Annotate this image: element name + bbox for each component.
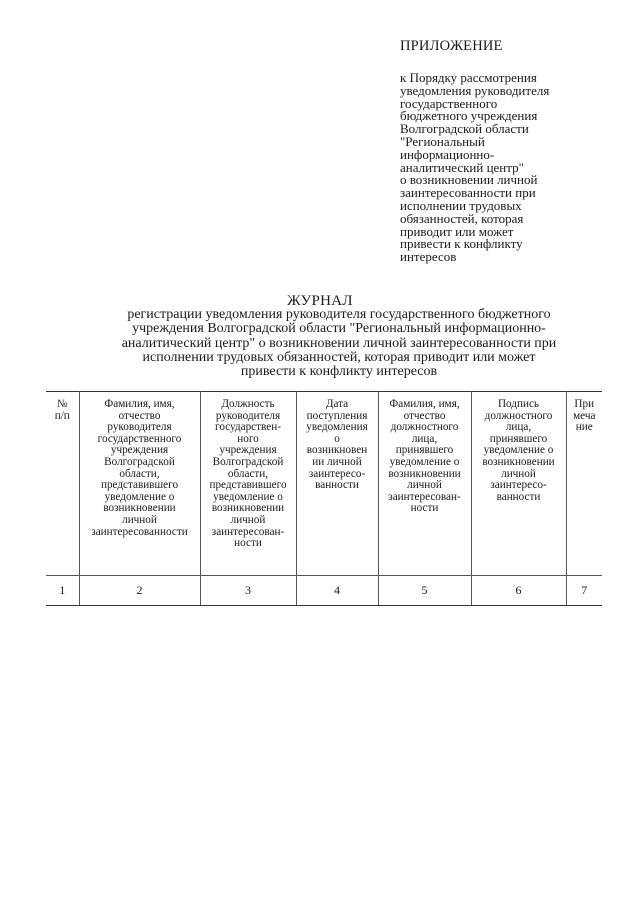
subtitle-line: исполнении трудовых обязанностей, которая приводит или может [142,349,536,365]
header-cell-line: поступления [306,409,368,422]
header-cell-line: Волгоградской [212,455,284,468]
appendix-line: исполнении трудовых [400,197,522,213]
header-cell-line: ности [234,537,262,550]
table-number-row [46,576,602,606]
appendix-line: интересов [400,249,457,265]
journal-subtitle [92,308,586,379]
column-number-cell: 7 [566,576,602,606]
header-cell-line: лица, [505,421,532,434]
header-cell-line: При [574,398,595,410]
subtitle-line: аналитический центр" о возникновении личной заинтересованности при [121,335,557,351]
header-cell-line: отчество [403,409,446,422]
column-number-cell: 5 [378,576,471,606]
header-cell-head-position [200,392,296,576]
header-cell-line: области, [119,467,160,480]
appendix-reference [400,72,600,264]
appendix-line: к Порядку рассмотрения [400,70,537,85]
header-cell-line: Подпись [497,398,540,410]
column-number-cell: 1 [46,576,79,606]
header-cell-line: личной [501,467,536,480]
appendix-line: приводит или может [400,223,514,239]
table-header-row [46,392,602,576]
header-cell-line: п/п [54,409,70,422]
header-cell-line: Фамилия, имя, [104,398,175,410]
appendix-line: государственного [400,95,498,111]
appendix-line: Волгоградской области [400,121,529,137]
header-cell-line: заинтересо- [308,467,366,480]
header-cell-line: лица, [411,432,438,445]
column-number-cell: 6 [471,576,566,606]
header-cell-line: государственного [97,432,182,445]
header-cell-line: заинтересованности [91,525,188,538]
header-cell-line: ванности [496,490,541,503]
column-number-cell: 3 [200,576,296,606]
subtitle-line: учреждения Волгоградской области "Региональный информационно- [132,321,546,337]
header-cell-line: руководителя [107,421,172,434]
header-cell-official-name [378,392,471,576]
subtitle-line: привести к конфликту интересов [240,364,438,380]
header-cell-line: уведомления [306,421,368,434]
header-cell-line: заинтересован- [211,525,285,538]
header-cell-official-signature [471,392,566,576]
header-cell-line: уведомление о [213,490,283,503]
header-cell-line: о [334,432,340,445]
header-cell-line: ванности [315,479,359,492]
header-cell-line: Волгоградской [104,455,175,468]
header-cell-line: личной [122,513,157,526]
header-cell-note [566,392,602,576]
header-cell-line: должностного [484,409,553,422]
header-cell-number [46,392,79,576]
header-cell-line: возникновении [388,467,461,480]
header-cell-line: Фамилия, имя, [389,398,460,410]
header-cell-line: уведомление о [483,444,554,457]
header-cell-line: личной [230,513,266,526]
header-cell-line: государствен- [215,421,281,434]
header-cell-line: заинтересо- [490,479,547,492]
header-cell-line: представившего [209,479,287,492]
appendix-line: уведомления руководителя [400,82,550,98]
column-number-cell: 4 [296,576,378,606]
appendix-line: привести к конфликту [400,236,523,252]
appendix-line: обязанностей, которая [400,210,524,226]
header-cell-line: представившего [100,479,179,492]
header-cell-line: возникновении [482,455,555,468]
header-cell-line: возникновении [103,502,176,515]
appendix-line: заинтересованности при [400,185,536,201]
header-cell-line: руководителя [215,409,281,422]
header-cell-line: возникновен [306,444,368,457]
appendix-line: бюджетного учреждения [400,108,538,124]
header-cell-line: ии личной [312,455,362,468]
header-cell-line: Должность [221,398,275,410]
header-cell-line: принявшего [395,444,454,457]
header-cell-line: ности [410,502,439,515]
appendix-line: о возникновении личной [400,172,538,188]
appendix-line: информационно- [400,146,495,162]
header-cell-line: уведомление о [389,455,460,468]
appendix-line: "Региональный [400,133,485,149]
journal-table [46,391,602,606]
header-cell-line: ние [575,421,593,434]
header-cell-line: ного [237,432,259,445]
header-cell-receipt-date [296,392,378,576]
header-cell-line: уведомление о [104,490,175,503]
header-cell-line: принявшего [489,432,548,445]
subtitle-line: регистрации уведомления руководителя государственного бюджетного [127,307,551,322]
header-cell-line: личной [407,479,442,492]
header-cell-line: области, [227,467,269,480]
appendix-line: аналитический центр" [400,159,524,175]
appendix-title: ПРИЛОЖЕНИЕ [400,38,503,54]
header-cell-line: отчество [118,409,161,422]
journal-title: ЖУРНАЛ [287,293,353,309]
header-cell-line: № [56,398,68,410]
column-number-cell: 2 [79,576,200,606]
header-cell-line: меча [573,409,596,422]
header-cell-line: Дата [325,398,349,410]
header-cell-line: возникновении [211,502,285,515]
header-cell-line: должностного [390,421,459,434]
header-cell-head-name [79,392,200,576]
header-cell-line: заинтересован- [388,490,461,503]
header-cell-line: учреждения [110,444,169,457]
header-cell-line: учреждения [219,444,277,457]
